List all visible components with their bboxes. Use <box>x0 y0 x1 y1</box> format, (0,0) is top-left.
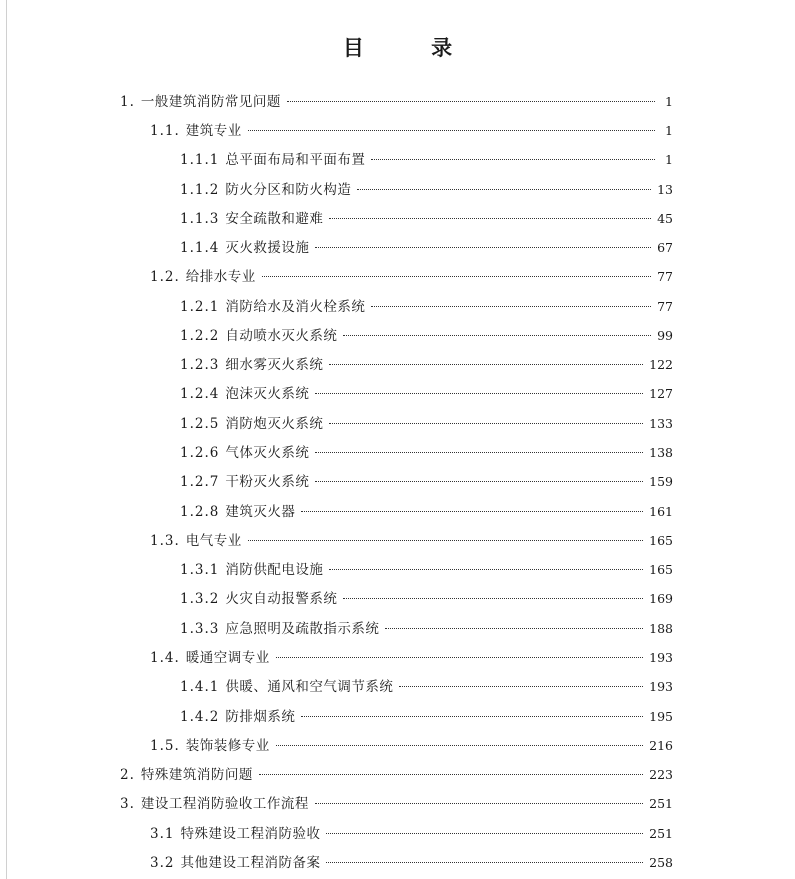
toc-entry-page-number: 1 <box>665 152 673 167</box>
toc-entry[interactable] <box>180 297 673 317</box>
toc-entry-label: 特殊建筑消防问题 <box>140 767 253 783</box>
toc-entry[interactable] <box>150 736 673 756</box>
toc-entry-number: 1.2.6 <box>180 445 220 461</box>
toc-entry-label: 防排烟系统 <box>225 709 296 725</box>
toc-dot-leader <box>343 598 643 599</box>
toc-dot-leader <box>343 335 651 336</box>
toc-entry-label: 建筑专业 <box>185 123 242 139</box>
toc-dot-leader <box>262 276 651 277</box>
toc-entry-number: 1.5. <box>150 738 180 754</box>
toc-entry-number: 3.2 <box>150 855 175 871</box>
toc-entry-page-number: 165 <box>649 562 673 577</box>
toc-dot-leader <box>315 452 643 453</box>
toc-entry-number: 3.1 <box>150 826 175 842</box>
toc-entry-number: 1.2. <box>150 269 180 285</box>
toc-entry-page-number: 77 <box>657 269 673 284</box>
toc-entry[interactable] <box>150 267 673 287</box>
toc-entry-page-number: 258 <box>649 855 673 870</box>
toc-entry-number: 1.4. <box>150 650 180 666</box>
toc-entry-label: 其他建设工程消防备案 <box>180 855 321 871</box>
toc-dot-leader <box>326 833 643 834</box>
toc-entry-page-number: 67 <box>657 240 673 255</box>
toc-entry-number: 3. <box>120 796 135 812</box>
toc-entry-number: 1.2.8 <box>180 504 220 520</box>
toc-entry-number: 1.2.2 <box>180 328 220 344</box>
toc-dot-leader <box>315 803 643 804</box>
toc-entry-number: 1.2.3 <box>180 357 220 373</box>
toc-dot-leader <box>329 218 651 219</box>
toc-entry-number: 1.3.1 <box>180 562 220 578</box>
toc-entry-label: 自动喷水灭火系统 <box>225 328 338 344</box>
toc-dot-leader <box>248 540 643 541</box>
toc-entry-label: 电气专业 <box>185 533 242 549</box>
toc-entry[interactable] <box>180 589 673 609</box>
toc-entry-page-number: 223 <box>649 767 673 782</box>
toc-entry-page-number: 1 <box>665 94 673 109</box>
toc-entry-page-number: 251 <box>649 826 673 841</box>
toc-entry-page-number: 169 <box>649 591 673 606</box>
toc-entry-page-number: 193 <box>649 679 673 694</box>
toc-entry[interactable] <box>180 472 673 492</box>
page-edge-rule <box>6 0 7 879</box>
toc-entry-number: 1. <box>120 94 135 110</box>
toc-entry-page-number: 127 <box>649 386 673 401</box>
toc-dot-leader <box>357 189 651 190</box>
toc-entry-number: 1.2.7 <box>180 474 220 490</box>
toc-dot-leader <box>301 716 643 717</box>
toc-entry-label: 特殊建设工程消防验收 <box>180 826 321 842</box>
toc-entry-label: 防火分区和防火构造 <box>225 182 352 198</box>
toc-entry-page-number: 138 <box>649 445 673 460</box>
toc-entry-label: 建设工程消防验收工作流程 <box>140 796 309 812</box>
toc-entry-number: 1.2.4 <box>180 386 220 402</box>
toc-entry[interactable] <box>180 707 673 727</box>
toc-entry[interactable] <box>150 648 673 668</box>
toc-dot-leader <box>276 657 643 658</box>
toc-entry-number: 1.3.2 <box>180 591 220 607</box>
page-title: 目 录 <box>342 36 483 60</box>
toc-entry-number: 1.3.3 <box>180 621 220 637</box>
toc-entry-page-number: 195 <box>649 709 673 724</box>
toc-dot-leader <box>248 130 655 131</box>
toc-entry-page-number: 161 <box>649 504 673 519</box>
toc-dot-leader <box>329 423 643 424</box>
toc-entry-page-number: 77 <box>657 299 673 314</box>
toc-entry-label: 装饰装修专业 <box>185 738 270 754</box>
toc-dot-leader <box>315 247 651 248</box>
toc-entry-page-number: 133 <box>649 416 673 431</box>
toc-entry-label: 一般建筑消防常见问题 <box>140 94 281 110</box>
toc-entry-number: 1.1.1 <box>180 152 220 168</box>
toc-dot-leader <box>315 393 643 394</box>
toc-entry-label: 火灾自动报警系统 <box>225 591 338 607</box>
toc-entry-page-number: 165 <box>649 533 673 548</box>
toc-entry[interactable] <box>180 502 673 522</box>
toc-dot-leader <box>259 774 643 775</box>
toc-entry-label: 给排水专业 <box>185 269 256 285</box>
toc-dot-leader <box>287 101 655 102</box>
toc-dot-leader <box>371 306 651 307</box>
toc-dot-leader <box>329 364 643 365</box>
toc-entry-page-number: 188 <box>649 621 673 636</box>
toc-entry-page-number: 193 <box>649 650 673 665</box>
toc-entry[interactable] <box>180 443 673 463</box>
toc-entry-number: 2. <box>120 767 135 783</box>
toc-entry[interactable] <box>120 765 673 785</box>
toc-entry-page-number: 99 <box>657 328 673 343</box>
toc-entry-page-number: 251 <box>649 796 673 811</box>
toc-entry[interactable] <box>150 824 673 844</box>
toc-entry[interactable] <box>150 121 673 141</box>
toc-dot-leader <box>399 686 643 687</box>
toc-dot-leader <box>326 862 643 863</box>
toc-dot-leader <box>276 745 643 746</box>
toc-dot-leader <box>329 569 643 570</box>
toc-entry-number: 1.2.1 <box>180 299 220 315</box>
toc-entry-page-number: 45 <box>657 211 673 226</box>
toc-entry[interactable] <box>180 355 673 375</box>
toc-entry[interactable] <box>180 180 673 200</box>
toc-entry[interactable] <box>180 209 673 229</box>
toc-entry[interactable] <box>180 384 673 404</box>
toc-entry-number: 1.1.2 <box>180 182 220 198</box>
toc-entry[interactable] <box>150 853 673 873</box>
toc-entry[interactable] <box>180 238 673 258</box>
toc-entry[interactable] <box>180 619 673 639</box>
toc-entry[interactable] <box>180 150 673 170</box>
toc-dot-leader <box>371 159 655 160</box>
toc-entry[interactable] <box>180 326 673 346</box>
toc-entry-label: 消防给水及消火栓系统 <box>225 299 366 315</box>
toc-entry[interactable] <box>180 560 673 580</box>
toc-entry-label: 安全疏散和避难 <box>225 211 324 227</box>
toc-entry-label: 灭火救援设施 <box>225 240 310 256</box>
toc-entry[interactable] <box>120 92 673 112</box>
toc-entry[interactable] <box>120 794 673 814</box>
toc-entry-page-number: 159 <box>649 474 673 489</box>
toc-dot-leader <box>315 481 643 482</box>
toc-entry-number: 1.4.1 <box>180 679 220 695</box>
toc-entry-label: 应急照明及疏散指示系统 <box>225 621 380 637</box>
toc-entry-label: 泡沫灭火系统 <box>225 386 310 402</box>
toc-entry-label: 消防炮灭火系统 <box>225 416 324 432</box>
toc-entry-label: 总平面布局和平面布置 <box>225 152 366 168</box>
toc-dot-leader <box>301 511 643 512</box>
toc-entry-number: 1.2.5 <box>180 416 220 432</box>
toc-entry-label: 建筑灭火器 <box>225 504 296 520</box>
toc-entry[interactable] <box>150 531 673 551</box>
toc-entry-number: 1.1.4 <box>180 240 220 256</box>
toc-entry-number: 1.4.2 <box>180 709 220 725</box>
toc-entry-label: 细水雾灭火系统 <box>225 357 324 373</box>
toc-entry-page-number: 216 <box>649 738 673 753</box>
toc-entry-number: 1.1. <box>150 123 180 139</box>
toc-entry-label: 气体灭火系统 <box>225 445 310 461</box>
toc-entry-number: 1.1.3 <box>180 211 220 227</box>
toc-entry-page-number: 122 <box>649 357 673 372</box>
toc-entry-label: 消防供配电设施 <box>225 562 324 578</box>
toc-entry-page-number: 1 <box>665 123 673 138</box>
toc-entry-label: 干粉灭火系统 <box>225 474 310 490</box>
toc-entry-number: 1.3. <box>150 533 180 549</box>
toc-dot-leader <box>385 628 643 629</box>
toc-entry-label: 暖通空调专业 <box>185 650 270 666</box>
toc-entry[interactable] <box>180 414 673 434</box>
toc-entry[interactable] <box>180 677 673 697</box>
toc-entry-page-number: 13 <box>657 182 673 197</box>
toc-entry-label: 供暖、通风和空气调节系统 <box>225 679 394 695</box>
